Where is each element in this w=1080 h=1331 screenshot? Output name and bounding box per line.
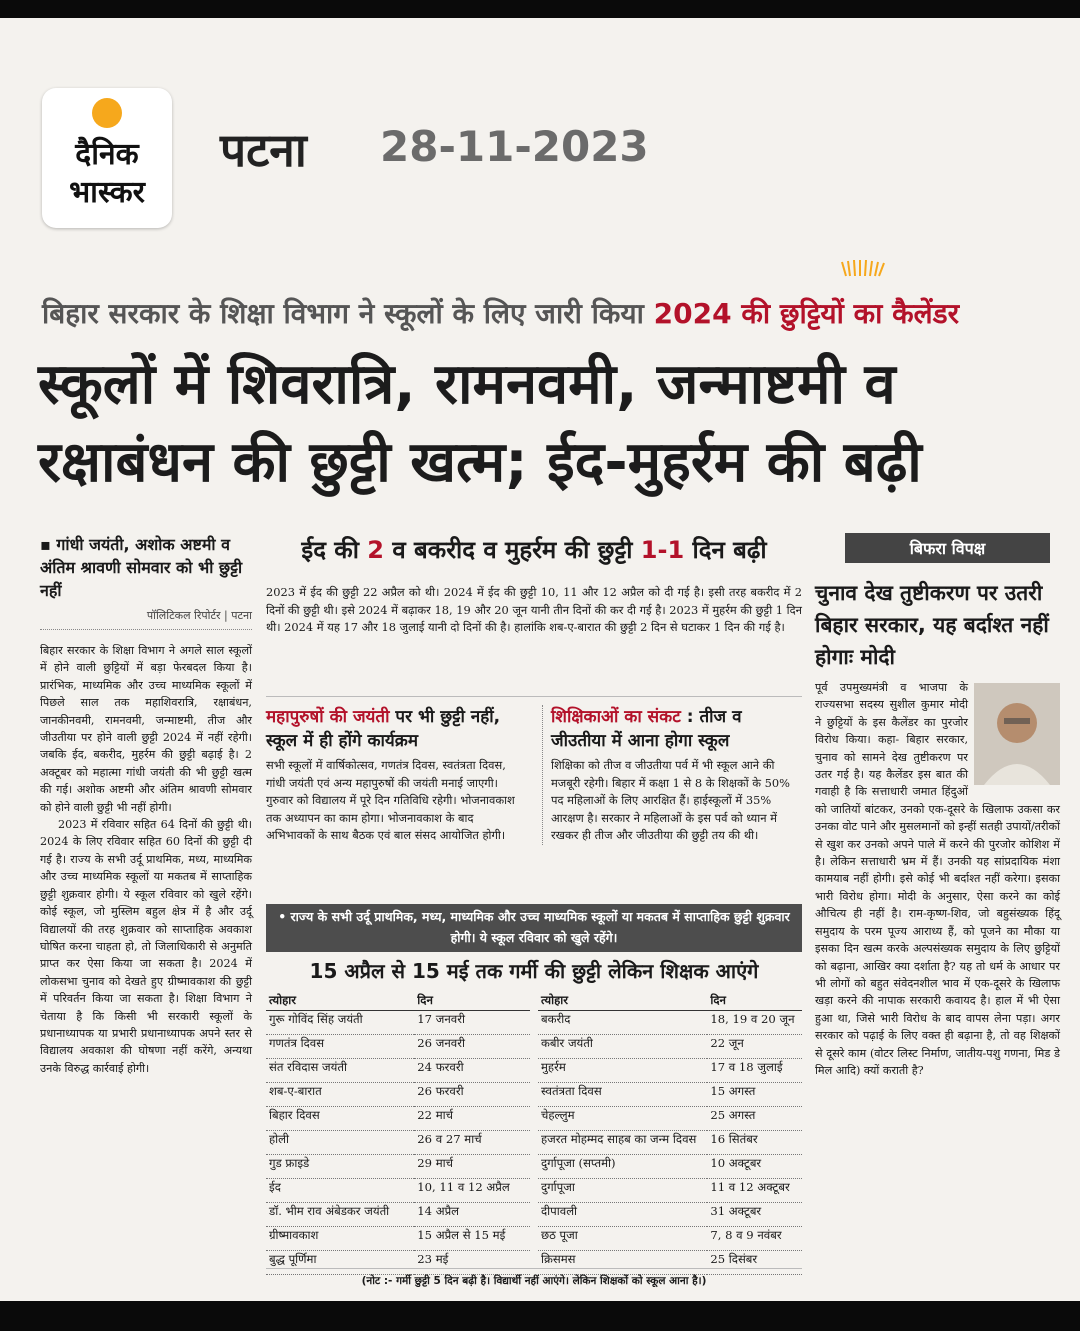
table-row (538, 1179, 802, 1203)
table-row (538, 1083, 802, 1107)
byline: पॉलिटिकल रिपोर्टर | पटना (40, 608, 252, 630)
table-row (266, 1083, 530, 1107)
festival-name: दीपावली (538, 1203, 707, 1227)
center-column (266, 533, 802, 1287)
festival-name: गुड फ्राइडे (266, 1155, 414, 1179)
festival-day: 25 दिसंबर (707, 1251, 802, 1275)
jayanti-box (266, 705, 524, 845)
festival-day: 11 व 12 अक्टूबर (707, 1179, 802, 1203)
subhead-part: व बकरीद व मुहर्रम की छुट्टी (384, 536, 641, 564)
festival-name: क्रिसमस (538, 1251, 707, 1275)
festival-day: 26 जनवरी (414, 1035, 530, 1059)
right-body (815, 679, 1060, 1079)
festival-name: कबीर जयंती (538, 1035, 707, 1059)
kicker-text: बिहार सरकार के शिक्षा विभाग ने स्कूलों के लिए जारी किया (42, 297, 644, 330)
right-column (815, 533, 1060, 1079)
center-subhead (266, 533, 802, 566)
teachers-title (551, 705, 801, 753)
teachers-title-red: शिक्षिकाओं का संकट (551, 707, 681, 727)
festival-day: 10, 11 व 12 अप्रैल (414, 1179, 530, 1203)
edition-date: 28-11-2023 (380, 122, 649, 171)
left-para-2: 2023 में रविवार सहित 64 दिनों की छुट्टी थी। 2024 के लिए रविवार सहित 60 दिनों की छुट्टी दी गई है। राज्य के सभी उर्दू प्राथमिक, मध्य, माध्यमिक और उच्च माध्यमिक स्कूलों या मकतब में साप्ताहिक छुट्टी शुक्रवार होगी। ये स्कूल रविवार को खुले रहेंगे। कोई स्कूल, जो मुस्लिम बहुल क्षेत्र में है और उर्दू विद्यालयों की तरह शुक्रवार को साप्ताहिक अवकाश घोषित करना चाहता हो, तो जिलाधिकारी से अनुमति प्राप्त कर ऐसा किया जा सकता है। 2024 में लोकसभा चुनाव को देखते हुए ग्रीष्मावकाश की छुट्टी में परिवर्तन किया जा सकता है। शिक्षा विभाग ने चेताया है कि किसी भी सरकारी स्कूलों के प्रधानाध्यापक या प्रभारी प्रधानाध्यापक अपने स्तर से विद्यालय अवकाश की घोषणा नहीं करेंगे, अन्यथा उनके विरुद्ध कार्रवाई होगी। (40, 818, 252, 1075)
festival-name: गुरू गोविंद सिंह जयंती (266, 1011, 414, 1035)
col-day: दिन (707, 991, 802, 1011)
sun-icon (92, 98, 122, 128)
jayanti-title (266, 705, 524, 753)
table-row (266, 1179, 530, 1203)
table-row (538, 1155, 802, 1179)
table-row (266, 1011, 530, 1035)
left-body (40, 642, 252, 1077)
left-column (40, 533, 252, 1077)
festival-day: 24 फरवरी (414, 1059, 530, 1083)
jayanti-text: सभी स्कूलों में वार्षिकोत्सव, गणतंत्र दिवस, स्वतंत्रता दिवस, गांधी जयंती एवं अन्य महापुरुषों की जयंती मनाई जाएगी। गुरुवार को विद्यालय में पूरे दिन गतिविधि रहेगी। भोजनावकाश तक अध्यापन का काम होगा। भोजनावकाश के बाद अभिभावकों के साथ बैठक एवं बाल संसद आयोजित होगी। (266, 758, 515, 843)
festival-name: मुहर्रम (538, 1059, 707, 1083)
festival-name: दुर्गापूजा (538, 1179, 707, 1203)
logo-line1: दैनिक (75, 137, 139, 172)
center-intro: 2023 में ईद की छुट्टी 22 अप्रैल को थी। 2024 में ईद की छुट्टी 10, 11 और 12 अप्रैल को दी गई है। इसी तरह बकरीद में 2 दिनों की छुट्टी थी। इसे 2024 में बढ़ाकर 18, 19 और 20 जून यानी तीन दिनों की कर दी गई है। 2023 में मुहर्रम की छुट्टी 1 दिन थी। 2024 में यह 17 और 18 जुलाई यानी दो दिनों की है। हालांकि शब-ए-बारात की छुट्टी 2 दिन से घटाकर 1 दिन की गई है। (266, 585, 802, 635)
table-row (266, 1035, 530, 1059)
festival-name: संत रविदास जयंती (266, 1059, 414, 1083)
right-headline: चुनाव देख तुष्टीकरण पर उतरी बिहार सरकार, यह बर्दाश्त नहीं होगाः मोदी (815, 581, 1049, 669)
festival-name: बिहार दिवस (266, 1107, 414, 1131)
festival-name: ग्रीष्मावकाश (266, 1227, 414, 1251)
festival-name: ईद (266, 1179, 414, 1203)
table-row (266, 1107, 530, 1131)
festival-day: 29 मार्च (414, 1155, 530, 1179)
subhead-part: 2 (367, 536, 384, 564)
festival-name: डॉ. भीम राव अंबेडकर जयंती (266, 1203, 414, 1227)
section-tag: बिफरा विपक्ष (845, 533, 1050, 563)
festival-day: 17 जनवरी (414, 1011, 530, 1035)
teachers-text: शिक्षिका को तीज व जीउतीया पर्व में भी स्कूल आने की मजबूरी रहेगी। बिहार में कक्षा 1 से 8 के शिक्षकों के 50% पद महिलाओं के लिए आरक्षित हैं। हाईस्कूलों में 35% आरक्षण है। सरकार ने महिलाओं के इस पर्व को ध्यान में रखकर ही तीज और जीउतीया की छुट्टी तय की थी। (551, 758, 790, 843)
festival-day: 26 व 27 मार्च (414, 1131, 530, 1155)
bottom-bar (0, 1301, 1080, 1331)
festival-name: गणतंत्र दिवस (266, 1035, 414, 1059)
festival-name: बकरीद (538, 1011, 707, 1035)
left-para-1: बिहार सरकार के शिक्षा विभाग ने अगले साल स्कूलों में होने वाली छुट्टियों में बड़ा फेरबदल किया है। प्रारंभिक, माध्यमिक और उच्च माध्यमिक स्कूलों में पिछले साल तक महाशिवरात्रि, रक्षाबंधन, जानकीनवमी, रामनवमी, जन्माष्टमी, तीज और जीउतीया पर होने वाली छुट्टी 2024 में नहीं रहेगी। जबकि ईद, बकरीद, मुहर्रम की छुट्टी बढ़ाई है। 2 अक्टूबर को महात्मा गांधी जयंती की भी छुट्टी खत्म की गई। अशोक अष्टमी और अंतिम श्रावणी सोमवार को होने वाली छुट्टी भी नहीं होगी। (40, 644, 252, 814)
holiday-table-left (266, 991, 530, 1275)
festival-name: स्वतंत्रता दिवस (538, 1083, 707, 1107)
person-icon (974, 683, 1060, 785)
dainik-bhaskar-logo (42, 88, 172, 228)
teachers-title-rest: : तीज व जीउतीया में आना होगा स्कूल (551, 707, 742, 751)
col-festival: त्योहार (538, 991, 707, 1011)
table-row (538, 1011, 802, 1035)
festival-day: 22 मार्च (414, 1107, 530, 1131)
holiday-table-right (538, 991, 802, 1275)
festival-day: 25 अगस्त (707, 1107, 802, 1131)
table-row (538, 1227, 802, 1251)
table-row (538, 1035, 802, 1059)
holiday-table-title: 15 अप्रैल से 15 मई तक गर्मी की छुट्टी लेकिन शिक्षक आएंगे (309, 959, 759, 983)
jayanti-title-rest: पर भी छुट्टी नहीं, स्कूल में ही होंगे कार्यक्रम (266, 707, 501, 751)
urdu-schools-note: • राज्य के सभी उर्दू प्राथमिक, मध्य, माध्यमिक और उच्च माध्यमिक स्कूलों या मकतब में साप्ताहिक छुट्टी शुक्रवार होगी। ये स्कूल रविवार को खुले रहेंगे। (266, 904, 802, 952)
subhead-part: दिन बढ़ी (684, 536, 767, 564)
subhead-part: 1-1 (640, 536, 685, 564)
festival-name: छठ पूजा (538, 1227, 707, 1251)
kicker (42, 294, 1052, 332)
festival-day: 7, 8 व 9 नवंबर (707, 1227, 802, 1251)
festival-day: 15 अप्रैल से 15 मई (414, 1227, 530, 1251)
festival-day: 23 मई (414, 1251, 530, 1275)
festival-name: हजरत मोहम्मद साहब का जन्म दिवस (538, 1131, 707, 1155)
table-row (538, 1059, 802, 1083)
edition-city: पटना (220, 123, 307, 177)
newspaper-clipping (0, 18, 1080, 1301)
table-row (266, 1227, 530, 1251)
kicker-highlight: 2024 की छुट्टियों का कैलेंडर (653, 297, 960, 330)
festival-day: 26 फरवरी (414, 1083, 530, 1107)
festival-day: 18, 19 व 20 जून (707, 1011, 802, 1035)
table-footnote: (नोट :- गर्मी छुट्टी 5 दिन बढ़ी है। विद्यार्थी नहीं आएंगे। लेकिन शिक्षकों को स्कूल आना है।) (266, 1268, 802, 1288)
table-row (266, 1155, 530, 1179)
col-festival: त्योहार (266, 991, 414, 1011)
sushil-modi-photo (974, 683, 1060, 785)
subhead-part: ईद की (301, 536, 368, 564)
table-row (266, 1059, 530, 1083)
sun-rays-icon (838, 258, 888, 280)
festival-name: दुर्गापूजा (सप्तमी) (538, 1155, 707, 1179)
festival-day: 22 जून (707, 1035, 802, 1059)
main-headline: स्कूलों में शिवरात्रि, रामनवमी, जन्माष्टमी व रक्षाबंधन की छुट्टी खत्म; ईद-मुहर्रम की बढ़ी (38, 352, 922, 495)
left-bullet: ▪ गांधी जयंती, अशोक अष्टमी व अंतिम श्रावणी सोमवार को भी छुट्टी नहीं (40, 535, 243, 600)
table-row (266, 1131, 530, 1155)
festival-name: शब-ए-बारात (266, 1083, 414, 1107)
table-row (538, 1131, 802, 1155)
festival-day: 17 व 18 जुलाई (707, 1059, 802, 1083)
festival-day: 31 अक्टूबर (707, 1203, 802, 1227)
table-row (538, 1107, 802, 1131)
teachers-box (542, 705, 801, 845)
right-body-text: पूर्व उपमुख्यमंत्री व भाजपा के राज्यसभा सदस्य सुशील कुमार मोदी ने छुट्टियों के इस कैलेंडर का पुरजोर विरोध किया। कहा- बिहार सरकार, चुनाव को सामने देख तुष्टीकरण पर उतर गई है। यह कैलेंडर इस बात की गवाही है कि सत्ताधारी जमात हिंदुओं को जातियों बांटकर, उनको एक-दूसरे के खिलाफ उकसा कर उनका वोट पाने और मुसलमानों को इन्हीं सतही उपायों/तरीकों से खुश कर उनको अपने पाले में करने की पुरजोर कोशिश में है। लेकिन सत्ताधारी भ्रम में हैं। उनकी यह सांप्रदायिक मंशा कामयाब नहीं होगी। इसे कोई भी बर्दाश्त नहीं करेगा। इसका भारी विरोध होगा। मोदी के अनुसार, ऐसा करने का कोई औचित्य ही नहीं है। राम-कृष्ण-शिव, जो बहुसंख्यक हिंदू समुदाय के परम पूज्य आराध्य हैं, को पूजने का मौका या इसका दिन खत्म करके अल्पसंख्यक समुदाय के लिए छुट्टियों को बढ़ाना, आखिर क्या दर्शाता है? यह तो धर्म के आधार पर भी लोगों को बहुत संवेदनशील भाव में एक-दूसरे के खिलाफ खड़ा करने की नापाक सरकारी कवायद है। हाल में भी ऐसा हुआ था, जिसे भारी विरोध के बाद वापस लेना पड़ा। अगर सरकार को पढ़ाई के लिए वक्त ही बढ़ाना है, तो वह शिक्षकों से दूसरे काम (वोटर लिस्ट निर्माण, जातीय-पशु गणना, मिड डे मिल आदि) क्यों कराती है? (815, 681, 1060, 1077)
festival-name: चेहल्लुम (538, 1107, 707, 1131)
logo-line2: भास्कर (69, 175, 145, 210)
festival-day: 16 सितंबर (707, 1131, 802, 1155)
table-row (538, 1203, 802, 1227)
info-boxes (266, 696, 802, 903)
table-row (266, 1203, 530, 1227)
festival-name: बुद्ध पूर्णिमा (266, 1251, 414, 1275)
festival-name: होली (266, 1131, 414, 1155)
festival-day: 14 अप्रैल (414, 1203, 530, 1227)
col-day: दिन (414, 991, 530, 1011)
festival-day: 15 अगस्त (707, 1083, 802, 1107)
jayanti-title-red: महापुरुषों की जयंती (266, 707, 390, 727)
festival-day: 10 अक्टूबर (707, 1155, 802, 1179)
